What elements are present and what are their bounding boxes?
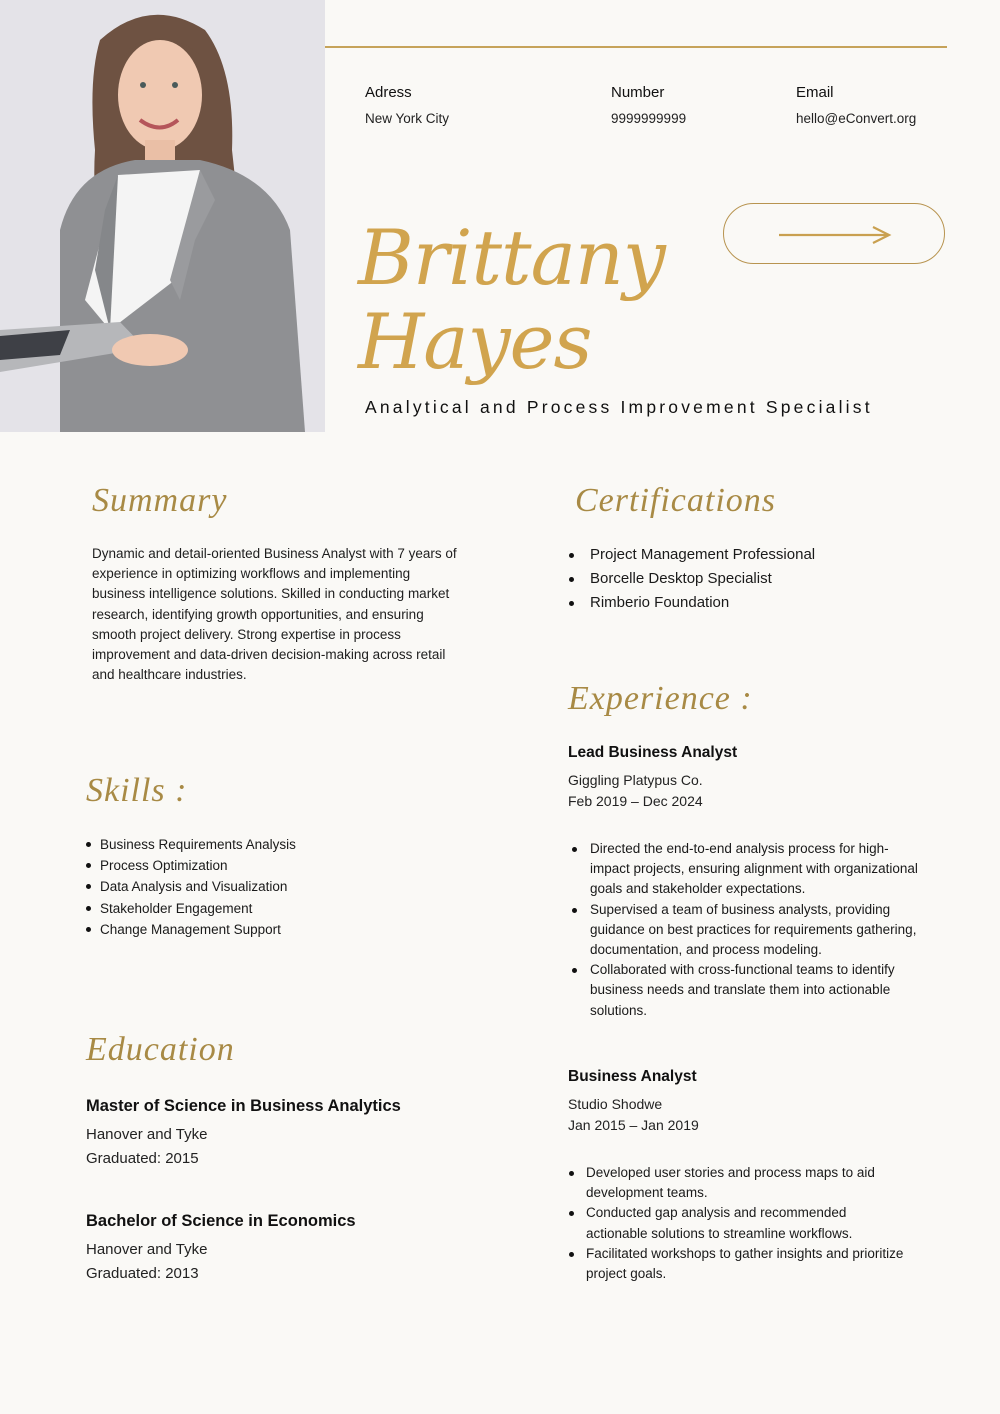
contact-email — [796, 84, 916, 126]
job-bullet: Conducted gap analysis and recommended actionable solutions to streamline workflows. — [568, 1203, 908, 1243]
company-name: Studio Shodwe — [568, 1096, 663, 1112]
skills-heading: Skills : — [86, 772, 188, 809]
certifications-list — [568, 543, 815, 615]
summary-text: Dynamic and detail-oriented Business Analyst with 7 years of experience in optimizing workflows and implementing business intelligence solutions. Skilled in conducting market research, identifying growth opportunities, and ensuring smooth project delivery. Strong expertise in process improvement and data-driven decision-making across retail and healthcare industries. — [92, 546, 457, 683]
job-bullets — [568, 839, 923, 1021]
job-bullet: Directed the end-to-end analysis process for high-impact projects, ensuring alignment with organizational goals and stakeholder expectations. — [568, 839, 923, 900]
skill-item: Process Optimization — [86, 855, 296, 876]
education-heading: Education — [86, 1031, 235, 1068]
school-name: Hanover and Tyke — [86, 1126, 208, 1143]
skill-item: Data Analysis and Visualization — [86, 876, 296, 897]
school-name: Hanover and Tyke — [86, 1241, 208, 1258]
job-bullet: Developed user stories and process maps to aid development teams. — [568, 1163, 908, 1203]
experience-heading: Experience : — [568, 680, 753, 717]
job-subtitle: Analytical and Process Improvement Specialist — [365, 397, 873, 417]
degree-title: Master of Science in Business Analytics — [86, 1097, 401, 1115]
job-bullet: Facilitated workshops to gather insights and prioritize project goals. — [568, 1244, 908, 1284]
certification-item: Project Management Professional — [568, 543, 815, 567]
last-name: Hayes — [358, 297, 592, 386]
contact-label: Number — [611, 84, 665, 101]
contact-label: Email — [796, 84, 834, 101]
skill-item: Stakeholder Engagement — [86, 898, 296, 919]
job-dates: Jan 2015 – Jan 2019 — [568, 1116, 699, 1133]
skills-list — [86, 834, 296, 940]
degree-title: Bachelor of Science in Economics — [86, 1212, 356, 1230]
graduation-year: Graduated: 2015 — [86, 1150, 199, 1167]
job-bullet: Supervised a team of business analysts, providing guidance on best practices for requirements gathering, documentation, and process modeling. — [568, 900, 923, 961]
profile-photo — [0, 0, 325, 432]
contact-label: Adress — [365, 84, 412, 101]
skill-item: Change Management Support — [86, 919, 296, 940]
education-entry — [86, 1097, 401, 1171]
contact-number — [611, 84, 686, 126]
certifications-heading: Certifications — [575, 482, 776, 519]
contact-value: 9999999999 — [611, 111, 687, 126]
arrow-button[interactable] — [723, 203, 945, 264]
graduation-year: Graduated: 2013 — [86, 1265, 199, 1282]
first-name: Brittany — [358, 213, 665, 302]
job-bullet: Collaborated with cross-functional teams to identify business needs and translate them into actionable solutions. — [568, 960, 923, 1021]
certification-item: Borcelle Desktop Specialist — [568, 567, 815, 591]
contact-value[interactable]: hello@eConvert.org — [796, 111, 917, 126]
portrait-illustration — [0, 0, 325, 432]
job-title: Lead Business Analyst — [568, 744, 738, 761]
arrow-right-icon — [723, 203, 945, 264]
skill-item: Business Requirements Analysis — [86, 834, 296, 855]
job-bullets — [568, 1163, 908, 1284]
certification-item: Rimberio Foundation — [568, 591, 815, 615]
education-entry — [86, 1212, 356, 1286]
summary-heading: Summary — [92, 482, 228, 519]
job-entry — [568, 1068, 928, 1284]
job-title: Business Analyst — [568, 1068, 697, 1085]
header-divider — [325, 46, 947, 48]
job-entry — [568, 744, 928, 1021]
job-dates: Feb 2019 – Dec 2024 — [568, 792, 703, 809]
contact-address — [365, 84, 449, 126]
company-name: Giggling Platypus Co. — [568, 772, 703, 788]
contact-value: New York City — [365, 111, 450, 126]
